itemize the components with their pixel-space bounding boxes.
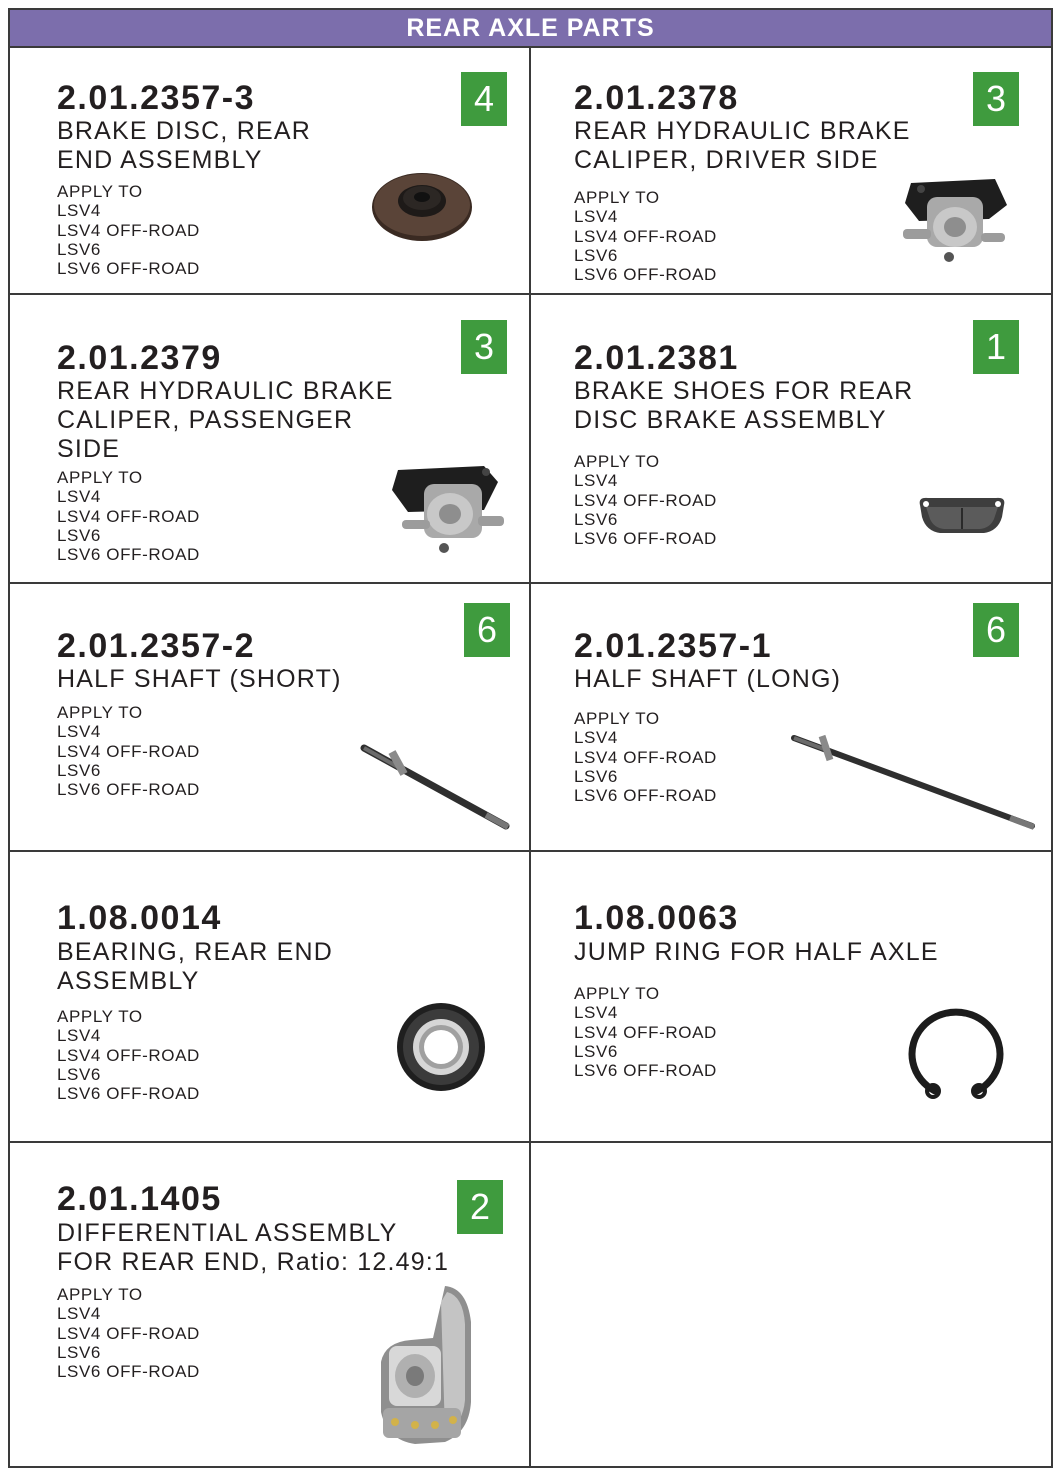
part-title-line: BEARING, REAR END	[57, 938, 334, 966]
column-divider	[529, 48, 531, 1468]
part-number: 2.01.2378	[574, 79, 739, 117]
apply-to-item: LSV6	[57, 1342, 101, 1362]
apply-to-item: LSV4 OFF-ROAD	[574, 1022, 717, 1042]
apply-to-label: APPLY TO	[57, 468, 143, 487]
part-title	[57, 938, 333, 996]
apply-to-item: LSV4 OFF-ROAD	[57, 1045, 200, 1065]
part-title	[57, 1219, 449, 1277]
apply-to-label: APPLY TO	[574, 984, 660, 1003]
apply-to-item: LSV4	[57, 722, 101, 742]
apply-to-label: APPLY TO	[574, 188, 660, 207]
apply-to-item: LSV4 OFF-ROAD	[57, 220, 200, 240]
part-number: 1.08.0063	[574, 899, 739, 937]
apply-to-item: LSV6 OFF-ROAD	[574, 265, 717, 285]
apply-to-item: LSV4	[574, 1003, 618, 1023]
part-title-line: CALIPER, PASSENGER	[57, 406, 354, 434]
apply-to-list	[57, 1007, 200, 1103]
apply-to-list	[574, 452, 717, 548]
part-title-line: BRAKE SHOES FOR REAR	[574, 377, 914, 405]
apply-to-item: LSV6 OFF-ROAD	[57, 545, 200, 565]
part-title-line: SIDE	[57, 435, 121, 463]
apply-to-item: LSV4 OFF-ROAD	[57, 741, 200, 761]
brake-pad-image	[914, 495, 1010, 537]
part-title-line: ASSEMBLY	[57, 967, 200, 995]
apply-to-list	[57, 703, 200, 799]
part-number: 1.08.0014	[57, 899, 222, 937]
part-title-line: DISC BRAKE ASSEMBLY	[574, 406, 887, 434]
quantity-badge: 2	[457, 1180, 503, 1234]
apply-to-label: APPLY TO	[57, 182, 143, 201]
apply-to-list	[574, 709, 717, 805]
part-title-line: CALIPER, DRIVER SIDE	[574, 146, 879, 174]
quantity-badge: 3	[973, 72, 1019, 126]
apply-to-list	[574, 984, 717, 1080]
row-divider	[8, 582, 1053, 584]
part-number: 2.01.1405	[57, 1180, 222, 1218]
bearing-image	[394, 1000, 488, 1094]
brake-caliper-image	[388, 460, 510, 558]
apply-to-item: LSV6	[574, 766, 618, 786]
part-title	[57, 117, 311, 175]
apply-to-item: LSV6	[57, 239, 101, 259]
differential-image	[375, 1282, 495, 1447]
apply-to-item: LSV6	[57, 1064, 101, 1084]
apply-to-item: LSV4	[57, 1304, 101, 1324]
part-number: 2.01.2379	[57, 339, 222, 377]
apply-to-item: LSV6 OFF-ROAD	[57, 259, 200, 279]
part-title	[574, 117, 911, 175]
part-title-line: REAR HYDRAULIC BRAKE	[574, 117, 911, 145]
part-title-line: BRAKE DISC, REAR	[57, 117, 311, 145]
half-shaft-short-image	[358, 740, 513, 835]
half-shaft-long-image	[788, 728, 1040, 838]
part-title-line: END ASSEMBLY	[57, 146, 263, 174]
apply-to-item: LSV4 OFF-ROAD	[574, 226, 717, 246]
apply-to-item: LSV6 OFF-ROAD	[57, 1084, 200, 1104]
row-divider	[8, 293, 1053, 295]
apply-to-item: LSV4	[57, 201, 101, 221]
apply-to-item: LSV4	[574, 471, 618, 491]
apply-to-item: LSV6 OFF-ROAD	[574, 529, 717, 549]
row-divider	[8, 1141, 1053, 1143]
part-title	[57, 665, 342, 694]
part-title	[574, 665, 841, 694]
part-number: 2.01.2357-2	[57, 627, 255, 665]
part-title-line: HALF SHAFT (SHORT)	[57, 665, 342, 693]
apply-to-item: LSV6 OFF-ROAD	[574, 786, 717, 806]
apply-to-item: LSV4	[57, 1026, 101, 1046]
part-number: 2.01.2357-3	[57, 79, 255, 117]
apply-to-item: LSV6 OFF-ROAD	[574, 1061, 717, 1081]
apply-to-list	[57, 468, 200, 564]
apply-to-item: LSV6	[57, 760, 101, 780]
part-number: 2.01.2381	[574, 339, 739, 377]
apply-to-item: LSV6 OFF-ROAD	[57, 1362, 200, 1382]
apply-to-item: LSV6	[57, 525, 101, 545]
apply-to-item: LSV4 OFF-ROAD	[57, 506, 200, 526]
part-title-line: JUMP RING FOR HALF AXLE	[574, 938, 939, 966]
apply-to-item: LSV4 OFF-ROAD	[574, 747, 717, 767]
apply-to-item: LSV4 OFF-ROAD	[57, 1323, 200, 1343]
quantity-badge: 1	[973, 320, 1019, 374]
part-title	[574, 377, 913, 435]
apply-to-list	[57, 182, 200, 278]
quantity-badge: 6	[464, 603, 510, 657]
part-title-line: DIFFERENTIAL ASSEMBLY	[57, 1219, 398, 1247]
brake-caliper-image	[897, 175, 1012, 267]
apply-to-list	[57, 1285, 200, 1381]
part-number: 2.01.2357-1	[574, 627, 772, 665]
part-title	[574, 938, 939, 967]
part-title	[57, 377, 394, 464]
apply-to-label: APPLY TO	[57, 703, 143, 722]
apply-to-item: LSV6	[574, 1041, 618, 1061]
apply-to-label: APPLY TO	[57, 1285, 143, 1304]
apply-to-label: APPLY TO	[574, 452, 660, 471]
part-title-line: HALF SHAFT (LONG)	[574, 665, 842, 693]
apply-to-item: LSV6	[574, 509, 618, 529]
part-title-line: REAR HYDRAULIC BRAKE	[57, 377, 394, 405]
apply-to-item: LSV6	[574, 245, 618, 265]
apply-to-list	[574, 188, 717, 284]
apply-to-label: APPLY TO	[57, 1007, 143, 1026]
apply-to-item: LSV4 OFF-ROAD	[574, 490, 717, 510]
quantity-badge: 6	[973, 603, 1019, 657]
apply-to-item: LSV4	[574, 728, 618, 748]
apply-to-item: LSV4	[57, 487, 101, 507]
brake-disc-image	[370, 165, 475, 245]
apply-to-label: APPLY TO	[574, 709, 660, 728]
apply-to-item: LSV4	[574, 207, 618, 227]
row-divider	[8, 850, 1053, 852]
part-title-line: FOR REAR END, Ratio: 12.49:1	[57, 1248, 450, 1276]
snap-ring-image	[903, 1003, 1008, 1103]
quantity-badge: 3	[461, 320, 507, 374]
section-header: REAR AXLE PARTS	[8, 8, 1053, 48]
apply-to-item: LSV6 OFF-ROAD	[57, 780, 200, 800]
quantity-badge: 4	[461, 72, 507, 126]
